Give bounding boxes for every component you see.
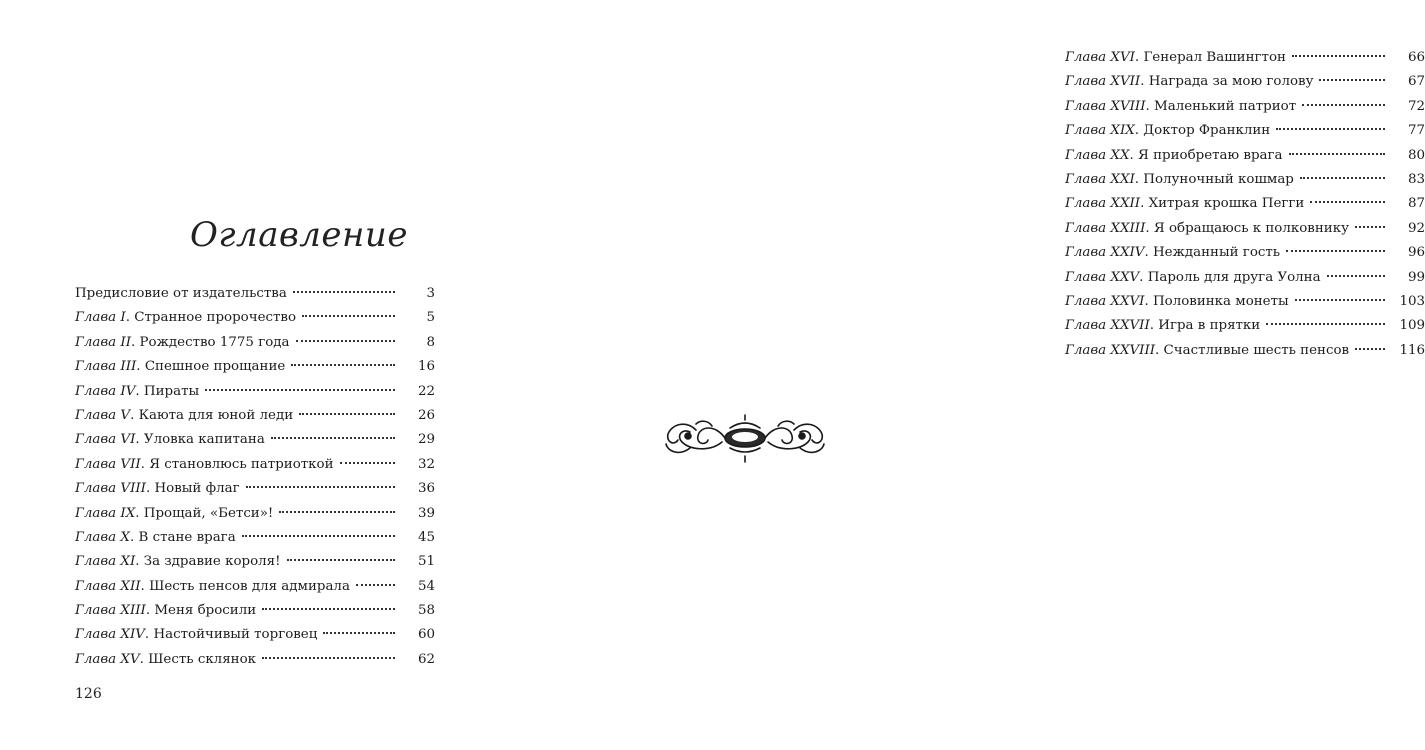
chapter-title: Новый флаг (154, 481, 240, 497)
toc-entry-label: Глава XXVIII. Счастливые шесть пенсов (1065, 342, 1350, 358)
toc-entry (1065, 48, 1425, 72)
chapter-title: Счастливые шесть пенсов (1163, 342, 1350, 358)
dot-leader (1319, 79, 1385, 81)
toc-entry (1065, 97, 1425, 121)
dot-leader (296, 340, 396, 342)
dot-leader (1300, 177, 1385, 179)
toc-page-number: 60 (417, 627, 435, 643)
toc-page-number: 72 (1407, 98, 1425, 114)
chapter-word: Глава (1065, 269, 1107, 285)
toc-entry (1065, 170, 1425, 194)
chapter-number: XIII (120, 603, 146, 619)
chapter-title: Спешное прощание (144, 359, 286, 375)
toc-entry (75, 528, 435, 552)
toc-page-number: 116 (1399, 342, 1425, 358)
dot-leader (262, 608, 395, 610)
chapter-word: Глава (1065, 98, 1107, 114)
toc-page-number: 32 (417, 456, 435, 472)
chapter-word: Глава (75, 383, 117, 399)
chapter-number: XXVI (1110, 293, 1145, 309)
toc-entry (75, 504, 435, 528)
chapter-number: XXV (1110, 269, 1140, 285)
left-page (0, 0, 500, 750)
toc-entry (75, 577, 435, 601)
chapter-title: Я становлюсь патриоткой (149, 456, 334, 472)
chapter-number: XX (1110, 147, 1130, 163)
toc-entry (1065, 121, 1425, 145)
chapter-title: Я обращаюсь к полковнику (1153, 220, 1349, 236)
toc-entry-label: Глава XXVI. Половинка монеты (1065, 293, 1289, 309)
right-page (500, 0, 1425, 750)
chapter-number: XVII (1110, 74, 1141, 90)
chapter-number: XVI (1110, 50, 1135, 65)
toc-entry-label: Глава XXIII. Я обращаюсь к полковнику (1065, 220, 1349, 236)
chapter-word: Глава (75, 359, 117, 375)
toc-entry-label: Глава XII. Шесть пенсов для адмирала (75, 578, 350, 594)
chapter-title: Странное пророчество (134, 310, 297, 326)
chapter-word: Глава (1065, 74, 1107, 90)
chapter-title: Половинка монеты (1152, 293, 1289, 309)
dot-leader (340, 462, 395, 464)
toc-entry (75, 406, 435, 430)
dot-leader (1286, 250, 1385, 252)
chapter-word: Глава (75, 627, 117, 643)
chapter-title: Каюта для юной леди (138, 407, 294, 423)
toc-entry-label: Глава XXVII. Игра в прятки (1065, 318, 1261, 334)
chapter-title: Настойчивый торговец (153, 627, 318, 643)
toc-page-number: 26 (417, 407, 435, 423)
toc-entry-label: Глава IX. Прощай, «Бетси»! (75, 505, 274, 521)
chapter-number: III (120, 359, 137, 375)
chapter-word: Глава (75, 481, 117, 497)
toc-entry-label: Глава XIV. Настойчивый торговец (75, 627, 318, 643)
chapter-number: IV (120, 383, 136, 399)
chapter-number: XVIII (1110, 98, 1146, 114)
toc-page-number: 77 (1407, 123, 1425, 139)
chapter-number: V (120, 407, 131, 423)
dot-leader (1295, 299, 1385, 301)
chapter-word: Глава (1065, 220, 1107, 236)
toc-entry (1065, 243, 1425, 267)
toc-list-left (75, 284, 435, 674)
toc-entry (1065, 341, 1425, 365)
chapter-word: Глава (75, 578, 117, 594)
chapter-word: Глава (1065, 50, 1107, 65)
toc-page-number: 87 (1407, 196, 1425, 212)
chapter-title: Доктор Франклин (1143, 123, 1271, 139)
toc-page-number: 5 (426, 310, 435, 326)
toc-entry-label: Глава XV. Шесть склянок (75, 651, 256, 667)
chapter-title: Игра в прятки (1158, 318, 1261, 334)
chapter-word: Глава (1065, 123, 1107, 139)
toc-page-number: 103 (1399, 293, 1425, 309)
toc-entry (75, 552, 435, 576)
dot-leader (1310, 201, 1385, 203)
chapter-number: XXI (1110, 171, 1135, 187)
chapter-number: XIX (1110, 123, 1135, 139)
toc-entry (75, 479, 435, 503)
chapter-word: Глава (1065, 245, 1107, 261)
chapter-number: XIV (120, 627, 145, 643)
toc-list-right (1065, 48, 1425, 365)
toc-entry (75, 455, 435, 479)
chapter-number: XI (120, 554, 136, 570)
dot-leader (1276, 128, 1385, 130)
toc-entry (75, 430, 435, 454)
dot-leader (293, 291, 395, 293)
chapter-title: Прощай, «Бетси»! (143, 505, 274, 521)
chapter-title: Шесть пенсов для адмирала (149, 578, 350, 594)
chapter-title: Маленький патриот (1154, 98, 1297, 114)
dot-leader (205, 389, 395, 391)
chapter-number: XXIV (1110, 245, 1145, 261)
toc-entry-label: Глава XIX. Доктор Франклин (1065, 123, 1271, 139)
chapter-title: В стане врага (138, 529, 236, 545)
toc-entry (1065, 72, 1425, 96)
toc-entry-label: Глава V. Каюта для юной леди (75, 407, 294, 423)
chapter-title: Полуночный кошмар (1143, 171, 1294, 187)
toc-entry (1065, 146, 1425, 170)
toc-entry (1065, 268, 1425, 292)
toc-entry-label: Глава VIII. Новый флаг (75, 481, 240, 497)
dot-leader (271, 437, 395, 439)
toc-entry-label: Глава XVII. Награда за мою голову (1065, 74, 1314, 90)
dot-leader (323, 632, 395, 634)
chapter-title: Пираты (143, 383, 200, 399)
toc-entry (75, 284, 435, 308)
toc-page-number: 66 (1407, 50, 1425, 65)
toc-entry-label: Глава XXII. Хитрая крошка Пегги (1065, 196, 1305, 212)
toc-page-number: 51 (417, 554, 435, 570)
chapter-word: Глава (75, 554, 117, 570)
chapter-title: Шесть склянок (148, 651, 256, 667)
toc-entry-label (75, 284, 287, 304)
toc-entry (1065, 194, 1425, 218)
toc-entry (75, 382, 435, 406)
chapter-word: Глава (75, 456, 117, 472)
toc-entry (75, 650, 435, 674)
toc-page-number: 96 (1407, 245, 1425, 261)
toc-entry-label: Глава XX. Я приобретаю врага (1065, 147, 1283, 163)
chapter-word: Глава (1065, 318, 1107, 334)
chapter-word: Глава (75, 529, 117, 545)
toc-page-number: 22 (417, 383, 435, 399)
toc-entry (1065, 316, 1425, 340)
toc-page-number: 39 (417, 505, 435, 521)
toc-page-number: 58 (417, 603, 435, 619)
toc-entry (75, 357, 435, 381)
chapter-number: II (120, 334, 132, 350)
toc-page-number: 99 (1407, 269, 1425, 285)
chapter-number: XII (120, 578, 141, 594)
toc-entry-label: Глава XVIII. Маленький патриот (1065, 98, 1297, 114)
chapter-word: Глава (1065, 147, 1107, 163)
toc-page-number: 83 (1407, 171, 1425, 187)
toc-page-number: 29 (417, 432, 435, 448)
toc-entry-label: Глава XIII. Меня бросили (75, 603, 257, 619)
dot-leader (242, 535, 395, 537)
dot-leader (1289, 153, 1385, 155)
toc-entry (75, 625, 435, 649)
toc-entry-label: Глава I. Странное пророчество (75, 310, 297, 326)
dot-leader (246, 486, 395, 488)
chapter-number: XXIII (1110, 220, 1146, 236)
dot-leader (1327, 275, 1385, 277)
toc-entry-label: Глава VI. Уловка капитана (75, 432, 265, 448)
chapter-word: Глава (1065, 342, 1107, 358)
chapter-title: Рождество 1775 года (139, 334, 290, 350)
toc-entry-label: Глава II. Рождество 1775 года (75, 334, 290, 350)
dot-leader (1292, 55, 1385, 57)
toc-page-number: 67 (1407, 74, 1425, 90)
toc-page-number: 92 (1407, 220, 1425, 236)
chapter-title: Пароль для друга Уолна (1147, 269, 1321, 285)
chapter-number: XV (120, 651, 140, 667)
chapter-title: Хитрая крошка Пегги (1148, 196, 1305, 212)
chapter-number: XXII (1110, 196, 1141, 212)
toc-entry-label: Глава XVI. Генерал Вашингтон (1065, 50, 1286, 65)
chapter-number: VI (120, 432, 136, 448)
chapter-title: Нежданный гость (1152, 245, 1281, 261)
toc-entry (75, 333, 435, 357)
dot-leader (1266, 323, 1385, 325)
dot-leader (1355, 226, 1385, 228)
chapter-number: XXVIII (1110, 342, 1156, 358)
toc-entry-label: Глава XI. За здравие короля! (75, 554, 281, 570)
chapter-word: Глава (75, 432, 117, 448)
dot-leader (299, 413, 395, 415)
dot-leader (356, 584, 395, 586)
toc-page-number: 62 (417, 651, 435, 667)
dot-leader (287, 559, 396, 561)
chapter-word: Глава (75, 603, 117, 619)
toc-entry-label: Глава XXIV. Нежданный гость (1065, 245, 1281, 261)
toc-entry-label: Глава VII. Я становлюсь патриоткой (75, 456, 334, 472)
toc-page-number: 16 (417, 359, 435, 375)
toc-entry-label: Глава IV. Пираты (75, 383, 200, 399)
chapter-word: Глава (75, 651, 117, 667)
toc-entry (75, 601, 435, 625)
chapter-number: VIII (120, 481, 146, 497)
chapter-title: Предисловие от издательства (75, 286, 287, 301)
chapter-title: За здравие короля! (143, 554, 281, 570)
chapter-title: Я приобретаю врага (1138, 147, 1283, 163)
chapter-word: Глава (1065, 171, 1107, 187)
chapter-word: Глава (1065, 196, 1107, 212)
toc-page-number: 109 (1399, 318, 1425, 334)
page-number: 126 (75, 686, 102, 702)
toc-page-number: 80 (1407, 147, 1425, 163)
toc-page-number: 8 (426, 334, 435, 350)
toc-entry-label: Глава III. Спешное прощание (75, 359, 286, 375)
chapter-word: Глава (75, 505, 117, 521)
dot-leader (1302, 104, 1385, 106)
chapter-word: Глава (75, 407, 117, 423)
chapter-title: Меня бросили (154, 603, 257, 619)
chapter-title: Генерал Вашингтон (1143, 50, 1286, 65)
dot-leader (1355, 348, 1385, 350)
toc-page-number: 36 (417, 481, 435, 497)
toc-page-number: 45 (417, 529, 435, 545)
toc-page-number: 54 (417, 578, 435, 594)
toc-page-number: 3 (426, 286, 435, 301)
decorative-vignette-icon (660, 412, 830, 467)
chapter-title: Уловка капитана (143, 432, 265, 448)
toc-entry (1065, 292, 1425, 316)
toc-entry-label: Глава X. В стане врага (75, 529, 236, 545)
chapter-number: XXVII (1110, 318, 1150, 334)
chapter-word: Глава (75, 310, 117, 326)
toc-entry (75, 308, 435, 332)
dot-leader (279, 511, 395, 513)
toc-entry (1065, 219, 1425, 243)
chapter-word: Глава (1065, 293, 1107, 309)
chapter-word: Глава (75, 334, 117, 350)
dot-leader (291, 364, 395, 366)
chapter-number: X (120, 529, 130, 545)
chapter-number: VII (120, 456, 141, 472)
toc-entry-label: Глава XXI. Полуночный кошмар (1065, 171, 1294, 187)
chapter-title: Награда за мою голову (1148, 74, 1314, 90)
chapter-number: I (120, 310, 126, 326)
chapter-number: IX (120, 505, 136, 521)
dot-leader (302, 315, 395, 317)
dot-leader (262, 657, 395, 659)
toc-entry-label: Глава XXV. Пароль для друга Уолна (1065, 269, 1321, 285)
page-title: Оглавление (190, 215, 408, 255)
